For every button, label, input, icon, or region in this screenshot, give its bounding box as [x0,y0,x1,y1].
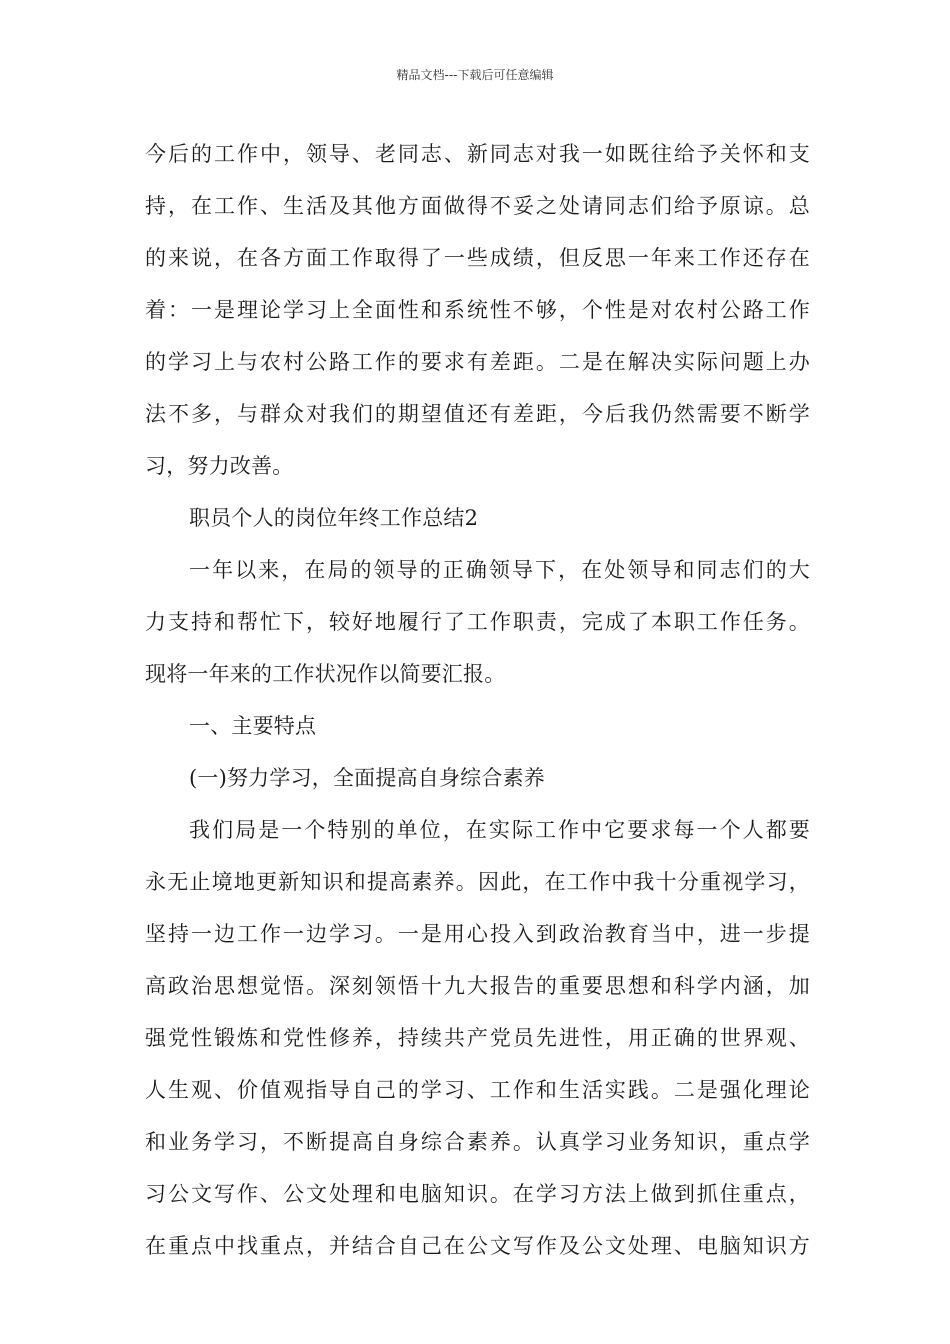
text-line: (一)努力学习，全面提高自身综合素养 [189,766,545,790]
page-header: 精品文档---下载后可任意编辑 [396,68,554,82]
document-body [145,128,810,1272]
text-line: 法不多，与群众对我们的期望值还有差距，今后我仍然需要不断学 [145,402,810,426]
text-line: 在重点中找重点，并结合自己在公文写作及公文处理、电脑知识方 [145,1234,810,1258]
text-line: 持，在工作、生活及其他方面做得不妥之处请同志们给予原谅。总 [145,194,810,218]
text-line: 习公文写作、公文处理和电脑知识。在学习方法上做到抓住重点， [145,1182,810,1206]
text-line: 强党性锻炼和党性修养，持续共产党员先进性，用正确的世界观、 [145,1026,810,1050]
text-line: 职员个人的岗位年终工作总结2 [189,506,479,530]
text-line: 一、主要特点 [189,714,317,738]
text-line: 现将一年来的工作状况作以简要汇报。 [145,662,506,686]
text-line: 今后的工作中，领导、老同志、新同志对我一如既往给予关怀和支 [145,142,810,166]
text-line: 习，努力改善。 [145,454,294,478]
text-line: 坚持一边工作一边学习。一是用心投入到政治教育当中，进一步提 [145,922,810,946]
text-line: 永无止境地更新知识和提高素养。因此，在工作中我十分重视学习， [145,870,810,894]
text-line: 一年以来，在局的领导的正确领导下，在处领导和同志们的大 [189,558,810,582]
text-line: 的学习上与农村公路工作的要求有差距。二是在解决实际问题上办 [145,350,810,374]
text-line: 高政治思想觉悟。深刻领悟十九大报告的重要思想和科学内涵，加 [145,974,810,998]
text-line: 力支持和帮忙下，较好地履行了工作职责，完成了本职工作任务。 [145,610,810,634]
text-line: 人生观、价值观指导自己的学习、工作和生活实践。二是强化理论 [145,1078,810,1102]
text-line: 的来说，在各方面工作取得了一些成绩，但反思一年来工作还存在 [145,246,810,270]
text-line: 着：一是理论学习上全面性和系统性不够，个性是对农村公路工作 [145,298,810,322]
text-line: 我们局是一个特别的单位，在实际工作中它要求每一个人都要 [189,818,810,842]
text-line: 和业务学习，不断提高自身综合素养。认真学习业务知识，重点学 [145,1130,810,1154]
